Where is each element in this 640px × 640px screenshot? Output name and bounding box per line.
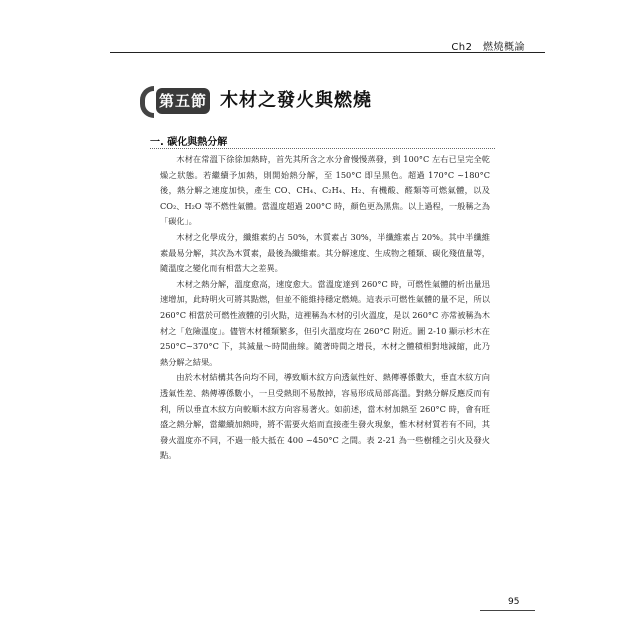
footer-divider: [480, 610, 535, 611]
body-text: [160, 152, 490, 464]
subsection-divider: [150, 148, 495, 149]
subsection-heading: 一. 碳化與熱分解: [150, 137, 228, 148]
page-number: 95: [508, 597, 520, 607]
chapter-label: Ch2 燃燒概論: [451, 42, 525, 53]
paragraph: 木材之熱分解，溫度愈高，速度愈大。當溫度達到 260°C 時，可燃性氣體的析出量迅速增加，此時明火可將其點燃，但並不能維持穩定燃燒。這表示可燃性氣體的量不足，所以 260°C 相當於可燃性液體的引火點，這裡稱為木材的引火溫度，是以 260°C 亦常被稱為木材之「危險溫度」。儘管木材種類繁多，但引火溫度均在 260°C 附近。圖 2-10 顯示杉木在 250°C~370°C 下，其減量～時間曲線。隨著時間之增長，木材之體積相對地減縮，此乃熱分解之結果。: [160, 278, 490, 367]
section-banner: [140, 86, 480, 118]
paragraph: 木材之化學成分，纖維素約占 50%，木質素占 30%，半纖維素占 20%。其中半纖維素最易分解，其次為木質素，最後為纖維素。其分解速度、生成物之種類、碳化殘值量等，隨溫度之變化而有相當大之差異。: [160, 231, 490, 274]
paragraph: 由於木材結構其各向均不同，導致順木紋方向透氣性好、熱傳導係數大，垂直木紋方向透氣性差、熱傳導係數小，一旦受熱則不易散掉，容易形成局部高溫。對熱分解反應反而有利，所以垂直木紋方向較順木紋方向容易著火。如前述，當木材加熱至 260°C 時，會有旺盛之熱分解，當繼續加熱時，將不需要火焰而直接產生發火現象，惟木材材質若有不同，其發火溫度亦不同，不過一般大抵在 400 ~450°C 之間。表 2-21 為一些樹種之引火及發火點。: [160, 372, 490, 461]
banner-bracket-decoration: [140, 86, 154, 118]
section-title: 木材之發火與燃燒: [220, 90, 372, 111]
paragraph: 木材在常溫下徐徐加熱時，首先其所含之水分會慢慢蒸發，到 100°C 左右已呈完全乾燥之狀態。若繼續予加熱，則開始熱分解，至 150°C 即呈黑色。超過 170°C ~180°C 後，熱分解之速度加快，產生 CO、CH₄、C₂H₄、H₂、有機酸、醛類等可燃氣體，以及 CO₂、H₂O 等不燃性氣體。當溫度超過 200°C 時，顏色更為黑焦。以上過程，一般稱之為「碳化」。: [160, 154, 490, 227]
running-header: [110, 38, 545, 53]
section-number-badge: 第五節: [156, 88, 210, 114]
